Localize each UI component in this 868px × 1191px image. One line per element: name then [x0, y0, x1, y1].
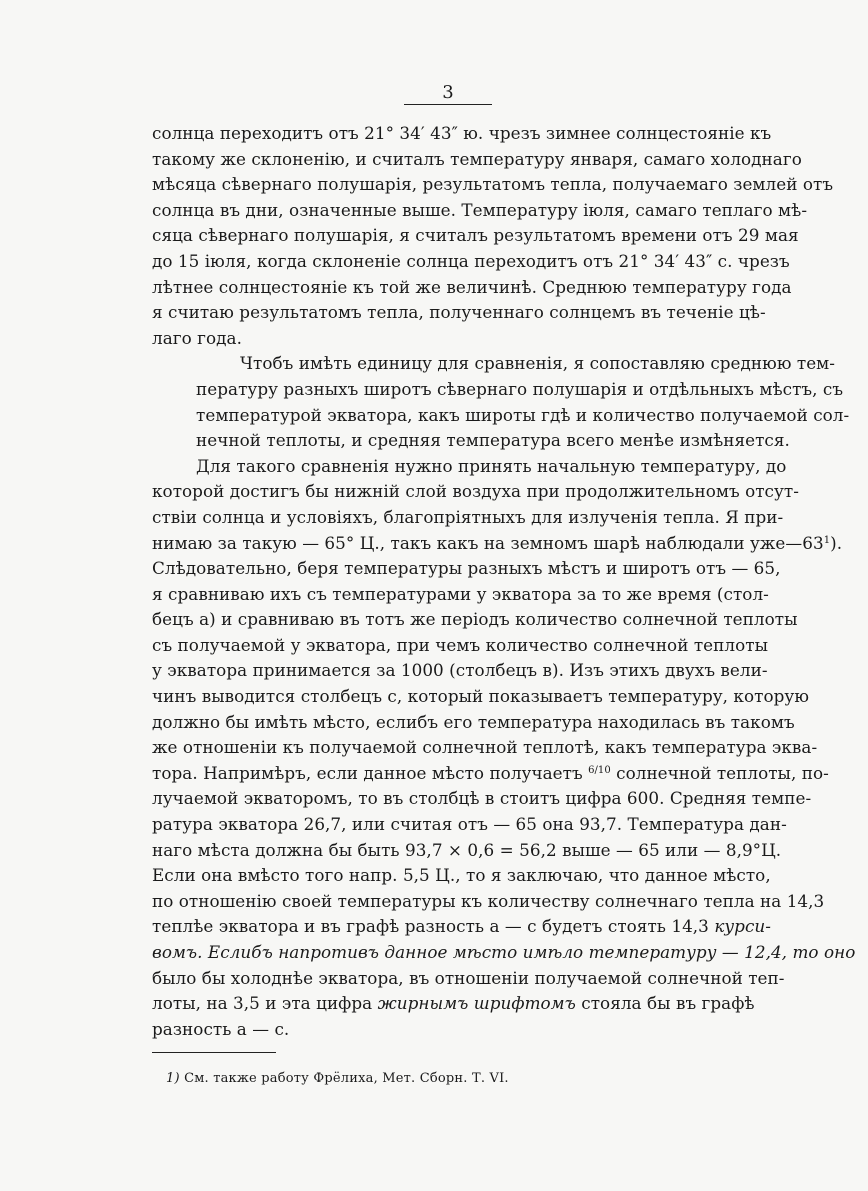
text-run: нимаю за такую — 65° Ц., такъ какъ на земномъ шарѣ наблюдали уже—63 — [152, 532, 824, 553]
text-line: Если она вмѣсто того напр. 5,5 Ц., то я заключаю, что данное мѣсто, — [152, 865, 771, 886]
text-line: сяца сѣвернаго полушарiя, я считалъ результатомъ времени отъ 29 мая — [152, 225, 799, 246]
footnote-rule — [152, 1052, 276, 1053]
text-line: до 15 iюля, когда склоненiе солнца переходитъ отъ 21° 34′ 43″ с. чрезъ — [152, 250, 790, 271]
text-line: температурой экватора, какъ широты гдѣ и количество получаемой сол- — [196, 404, 850, 425]
paragraph-1 — [152, 121, 834, 351]
text-line: лаго года. — [152, 327, 242, 348]
text-line: было бы холоднѣе экватора, въ отношенiи получаемой солнечной теп- — [152, 967, 785, 988]
italic-text: курси- — [714, 916, 771, 937]
text-run: солнечной теплоты, по- — [610, 762, 829, 783]
text-line: я считаю результатомъ тепла, полученнаго солнцемъ въ теченiе цѣ- — [152, 302, 766, 323]
text-line — [152, 914, 771, 940]
body-text — [152, 121, 856, 1042]
header-rule — [404, 104, 492, 105]
page-number: 3 — [442, 82, 454, 103]
text-line: пературу разныхъ широтъ сѣвернаго полушарiя и отдѣльныхъ мѣстъ, съ — [196, 378, 844, 399]
paragraph-3 — [152, 454, 856, 1043]
footnote-mark: 1) — [166, 1071, 180, 1086]
text-line: Чтобъ имѣть единицу для сравненiя, я сопоставляю среднюю тем- — [240, 353, 835, 374]
text-line: Для такого сравненiя нужно принять начальную температуру, до — [196, 455, 787, 476]
text-line: Слѣдовательно, беря температуры разныхъ мѣстъ и широтъ отъ — 65, — [152, 558, 781, 579]
text-line: ствiи солнца и условiяхъ, благопрiятныхъ для излученiя тепла. Я при- — [152, 506, 784, 527]
text-line: которой достигъ бы нижнiй слой воздуха при продолжительномъ отсут- — [152, 481, 799, 502]
text-run: лоты, на 3,5 и эта цифра — [152, 993, 373, 1014]
text-run: теплѣе экватора и въ графѣ разность а — с будетъ стоять 14,3 — [152, 916, 709, 937]
footnote-text: См. также работу Фрёлиха, Мет. Сборн. Т. VI. — [179, 1071, 509, 1086]
footnote-ref[interactable]: 1 — [823, 534, 831, 546]
text-run: тора. Напримѣръ, если данное мѣсто получаетъ — [152, 762, 583, 783]
paragraph-2 — [152, 351, 850, 453]
footnote — [166, 1071, 509, 1086]
text-line: я сравниваю ихъ съ температурами у экватора за то же время (стол- — [152, 583, 769, 604]
text-line: разность а — с. — [152, 1018, 290, 1039]
text-line: съ получаемой у экватора, при чемъ количество солнечной теплоты — [152, 634, 768, 655]
italic-text: жирнымъ шрифтомъ — [377, 993, 576, 1014]
text-line: такому же склоненiю, и считалъ температуру января, самаго холоднаго — [152, 148, 802, 169]
text-line — [152, 991, 755, 1017]
fraction-numerator: 6/10 — [588, 764, 611, 776]
text-line: солнца переходитъ отъ 21° 34′ 43″ ю. чрезъ зимнее солнцестоянiе къ — [152, 123, 772, 143]
text-line: чинъ выводится столбецъ с, который показываетъ температуру, которую — [152, 686, 809, 707]
text-line: ратура экватора 26,7, или считая отъ — 65 она 93,7. Температура дан- — [152, 814, 787, 835]
text-line: же отношенiи къ получаемой солнечной теплотѣ, какъ температура эква- — [152, 737, 818, 758]
text-run: ). — [830, 532, 843, 553]
text-line: нечной теплоты, и средняя температура всего менѣе измѣняется. — [196, 430, 790, 451]
text-line: у экватора принимается за 1000 (столбецъ в). Изъ этихъ двухъ вели- — [152, 660, 768, 681]
text-line — [152, 940, 856, 966]
text-line: лѣтнее солнцестоянiе къ той же величинѣ. Среднюю температуру года — [152, 276, 792, 297]
text-line: мѣсяца сѣвернаго полушарiя, результатомъ тепла, получаемаго землей отъ — [152, 174, 834, 195]
text-run: стояла бы въ графѣ — [575, 993, 755, 1014]
text-line — [152, 761, 829, 787]
text-line: солнца въ дни, означенные выше. Температуру iюля, самаго теплаго мѣ- — [152, 199, 808, 220]
text-line: бецъ а) и сравниваю въ тотъ же перiодъ количество солнечной теплоты — [152, 609, 798, 630]
text-line: лучаемой экваторомъ, то въ столбцѣ в стоитъ цифра 600. Средняя темпе- — [152, 788, 812, 809]
text-line: наго мѣста должна бы быть 93,7 × 0,6 = 56,2 выше — 65 или — 8,9°Ц. — [152, 839, 782, 860]
italic-text: вомъ. Еслибъ напротивъ данное мѣсто имѣло температуру — 12,4, то оно — [152, 942, 856, 962]
text-line: должно бы имѣть мѣсто, еслибъ его температура находилась въ такомъ — [152, 711, 795, 732]
text-line: по отношенiю своей температуры къ количеству солнечнаго тепла на 14,3 — [152, 890, 825, 911]
text-line — [152, 531, 843, 557]
